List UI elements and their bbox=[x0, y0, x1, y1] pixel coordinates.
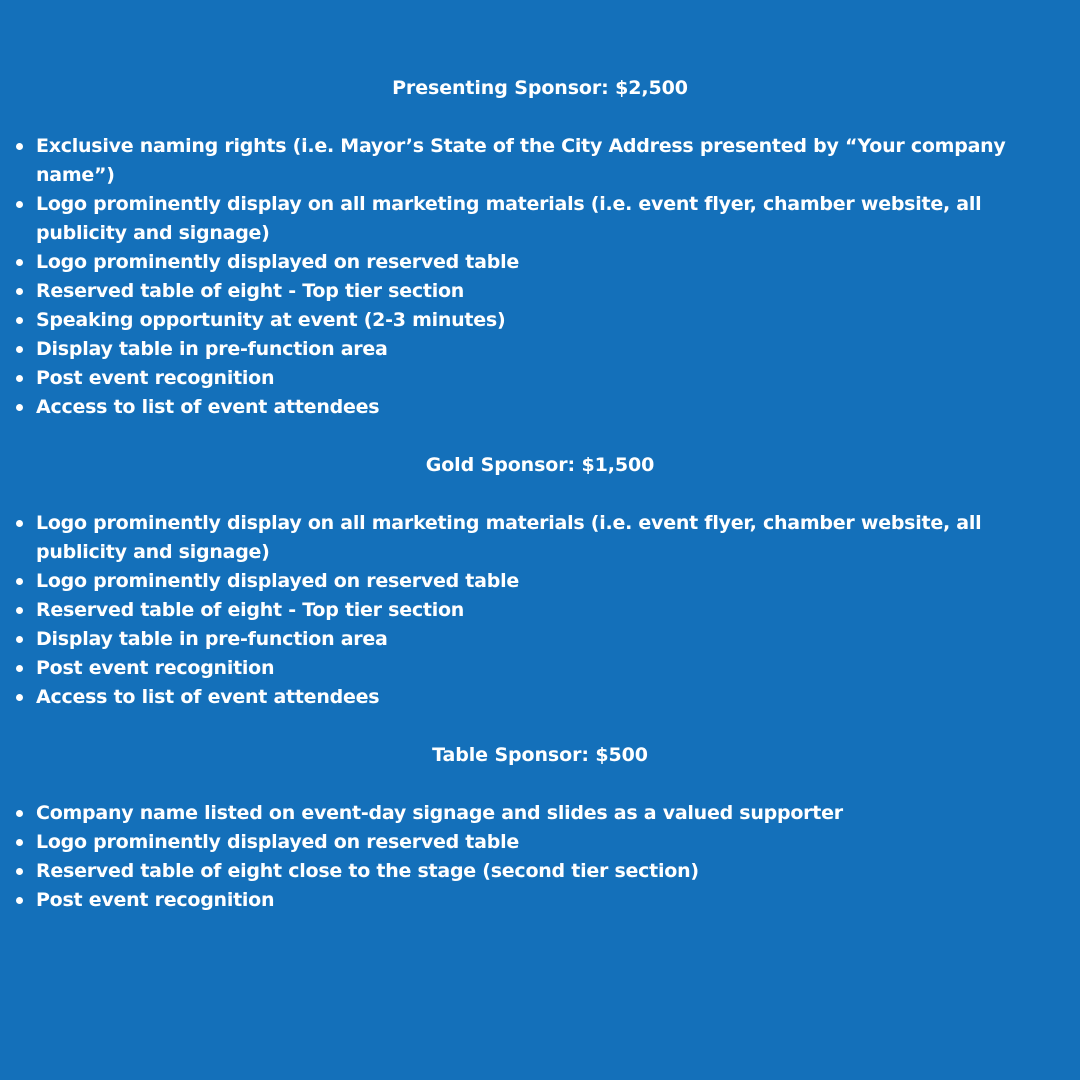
table-sponsor-section bbox=[14, 741, 1066, 915]
benefit-text: Post event recognition bbox=[36, 889, 275, 911]
bullet-icon bbox=[16, 636, 23, 643]
list-item bbox=[14, 132, 1066, 190]
benefit-text: Access to list of event attendees bbox=[36, 396, 380, 418]
bullet-icon bbox=[16, 288, 23, 295]
list-item bbox=[14, 190, 1066, 248]
tier-title: Gold Sponsor: $1,500 bbox=[425, 454, 655, 476]
benefit-text: Display table in pre-function area bbox=[36, 338, 388, 360]
bullet-icon bbox=[16, 694, 23, 701]
list-item bbox=[14, 248, 1066, 277]
benefit-text: Reserved table of eight - Top tier section bbox=[36, 599, 465, 621]
list-item bbox=[14, 683, 1066, 712]
benefit-text: Display table in pre-function area bbox=[36, 628, 388, 650]
benefit-text: Logo prominently display on all marketing materials (i.e. event flyer, chamber website, all publicity and signage) bbox=[36, 512, 982, 563]
list-item bbox=[14, 596, 1066, 625]
list-item bbox=[14, 306, 1066, 335]
presenting-sponsor-section bbox=[14, 74, 1066, 422]
list-item bbox=[14, 277, 1066, 306]
benefit-text: Company name listed on event-day signage and slides as a valued supporter bbox=[36, 802, 843, 824]
bullet-icon bbox=[16, 578, 23, 585]
benefit-text: Speaking opportunity at event (2-3 minutes) bbox=[36, 309, 506, 331]
list-item bbox=[14, 799, 1066, 828]
benefit-text: Access to list of event attendees bbox=[36, 686, 380, 708]
gold-sponsor-section bbox=[14, 451, 1066, 712]
list-item bbox=[14, 886, 1066, 915]
list-item bbox=[14, 567, 1066, 596]
tier-title: Table Sponsor: $500 bbox=[432, 744, 648, 766]
benefit-list bbox=[14, 509, 1066, 712]
benefit-list bbox=[14, 132, 1066, 422]
bullet-icon bbox=[16, 839, 23, 846]
benefit-text: Post event recognition bbox=[36, 657, 275, 679]
benefit-text: Reserved table of eight close to the stage (second tier section) bbox=[36, 860, 699, 882]
list-item bbox=[14, 857, 1066, 886]
benefit-text: Exclusive naming rights (i.e. Mayor’s State of the City Address presented by “Your company name”) bbox=[36, 135, 1006, 186]
benefit-text: Logo prominently displayed on reserved table bbox=[36, 251, 519, 273]
list-item bbox=[14, 364, 1066, 393]
tier-title: Presenting Sponsor: $2,500 bbox=[392, 77, 688, 99]
list-item bbox=[14, 509, 1066, 567]
bullet-icon bbox=[16, 520, 23, 527]
benefit-text: Logo prominently displayed on reserved table bbox=[36, 570, 519, 592]
bullet-icon bbox=[16, 346, 23, 353]
bullet-icon bbox=[16, 317, 23, 324]
bullet-icon bbox=[16, 143, 23, 150]
benefit-text: Reserved table of eight - Top tier section bbox=[36, 280, 465, 302]
benefit-text: Logo prominently displayed on reserved table bbox=[36, 831, 519, 853]
list-item bbox=[14, 625, 1066, 654]
list-item bbox=[14, 828, 1066, 857]
bullet-icon bbox=[16, 810, 23, 817]
list-item bbox=[14, 654, 1066, 683]
bullet-icon bbox=[16, 868, 23, 875]
list-item bbox=[14, 335, 1066, 364]
bullet-icon bbox=[16, 665, 23, 672]
bullet-icon bbox=[16, 607, 23, 614]
bullet-icon bbox=[16, 897, 23, 904]
bullet-icon bbox=[16, 404, 23, 411]
list-item bbox=[14, 393, 1066, 422]
benefit-text: Logo prominently display on all marketing materials (i.e. event flyer, chamber website, all publicity and signage) bbox=[36, 193, 982, 244]
benefit-text: Post event recognition bbox=[36, 367, 275, 389]
benefit-list bbox=[14, 799, 1066, 915]
bullet-icon bbox=[16, 259, 23, 266]
bullet-icon bbox=[16, 201, 23, 208]
bullet-icon bbox=[16, 375, 23, 382]
